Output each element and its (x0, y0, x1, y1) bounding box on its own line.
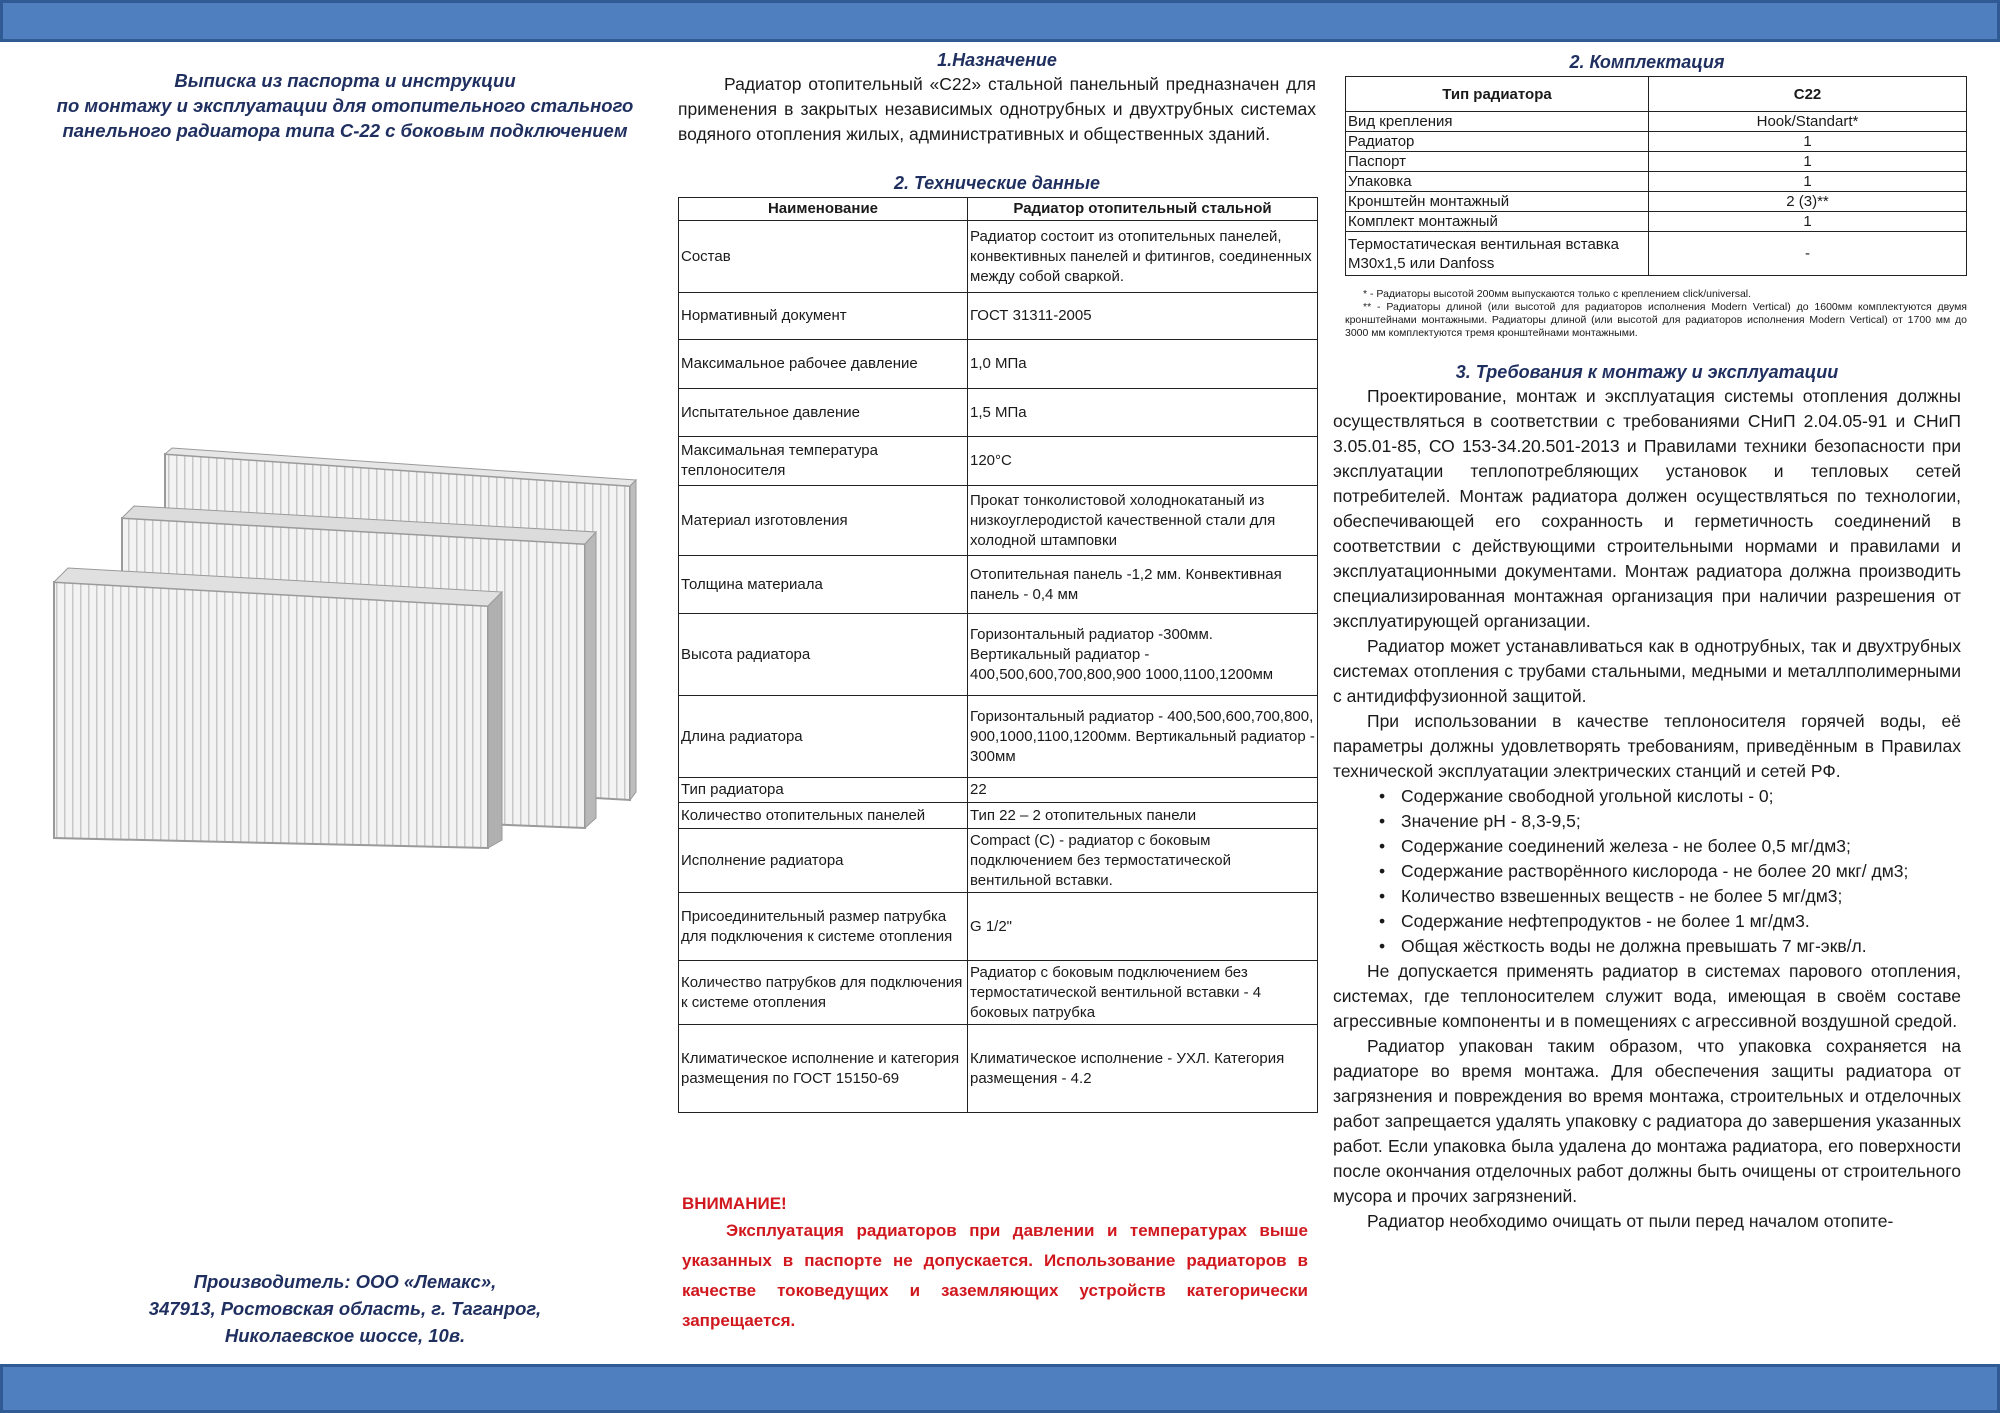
tech-row-name: Длина радиатора (679, 696, 968, 778)
tech-header-value: Радиатор отопительный стальной (968, 198, 1318, 221)
table-row (679, 803, 1318, 829)
warning-text: Эксплуатация радиаторов при давлении и температурах выше указанных в паспорте не допускается. Использование радиаторов в качестве токоведущих и заземляющих устройств категорически запрещается. (682, 1221, 1308, 1330)
table-row (679, 389, 1318, 437)
middle-column (678, 48, 1316, 1113)
table-header-row (679, 198, 1318, 221)
kit-row-name: Термостатическая вентильная вставка M30x1,5 или Danfoss (1346, 232, 1649, 276)
tech-row-value: 22 (968, 778, 1318, 803)
tech-row-value: Горизонтальный радиатор -300мм. Вертикальный радиатор - 400,500,600,700,800,900 1000,1100,1200мм (968, 614, 1318, 696)
list-item: • Содержание соединений железа - не более 0,5 мг/дм3; (1379, 834, 1961, 859)
producer-line: Производитель: ООО «Лемакс», (193, 1271, 497, 1292)
document-title (40, 68, 650, 143)
kit-row-value: 1 (1649, 172, 1967, 192)
table-header-row (1346, 77, 1967, 112)
kit-row-name: Комплект монтажный (1346, 212, 1649, 232)
kit-row-value: 1 (1649, 212, 1967, 232)
tech-title: 2. Технические данные (893, 173, 1101, 193)
list-item: • Содержание свободной угольной кислоты - 0; (1379, 784, 1961, 809)
table-row (679, 437, 1318, 486)
list-item: • Значение pH - 8,3-9,5; (1379, 809, 1961, 834)
table-row (679, 829, 1318, 893)
requirements-paragraph: Радиатор может устанавливаться как в однотрубных, так и двухтрубных системах отопления с трубами стальными, медными и металлполимерными с антидиффузионной защитой. (1333, 636, 1961, 706)
table-row (679, 221, 1318, 293)
table-row (1346, 112, 1967, 132)
tech-row-name: Климатическое исполнение и категория размещения по ГОСТ 15150-69 (679, 1025, 968, 1113)
kit-table (1345, 76, 1967, 276)
table-row (679, 340, 1318, 389)
tech-row-name: Состав (679, 221, 968, 293)
requirements-paragraph: Проектирование, монтаж и эксплуатация системы отопления должны осуществляться в соответствии с требованиями СНиП 2.04.05-91 и СНиП 3.05.01-85, СО 153-34.20.501-2013 и Правилами техники безопасности при эксплуатации теплопотребляющих установок и тепловых сетей потребителей. Монтаж радиатора должен осуществляться по технологии, обеспечивающей его сохранность и герметичность соединений в соответствии с действующими строительными нормами и правилами и эксплуатационными документами. Монтаж радиатора должна производить специализированная монтажная организация при наличии разрешения от эксплуатирующей организации. (1333, 386, 1961, 631)
table-row (679, 614, 1318, 696)
tech-row-value: Compact (C) - радиатор с боковым подключением без термостатической вентильной вставки. (968, 829, 1318, 893)
kit-row-name: Вид крепления (1346, 112, 1649, 132)
table-row (1346, 212, 1967, 232)
requirements-title: 3. Требования к монтажу и эксплуатации (1455, 362, 1839, 382)
tech-row-value: Тип 22 – 2 отопительных панели (968, 803, 1318, 829)
kit-row-value: 1 (1649, 132, 1967, 152)
tech-header-name: Наименование (679, 198, 968, 221)
radiator-product-image (40, 440, 640, 860)
requirements-paragraph: Радиатор упакован таким образом, что упаковка сохраняется на радиаторе во время монтажа. Для обеспечения защиты радиатора от загрязнения и повреждения во время монтажа, строительных и отделочных работ запрещается удалять упаковку с радиатора до завершения указанных работ. Если упаковка была удалена до монтажа радиатора, его поверхности после окончания отделочных работ должны быть очищены от строительного мусора и прочих загрязнений. (1333, 1036, 1961, 1206)
tech-row-name: Количество патрубков для подключения к системе отопления (679, 961, 968, 1025)
table-row (679, 486, 1318, 556)
table-row (679, 696, 1318, 778)
tech-row-name: Материал изготовления (679, 486, 968, 556)
kit-row-value: - (1649, 232, 1967, 276)
list-item: • Содержание нефтепродуктов - не более 1 мг/дм3. (1379, 909, 1961, 934)
tech-table (678, 197, 1318, 1113)
tech-row-name: Исполнение радиатора (679, 829, 968, 893)
kit-note: * - Радиаторы высотой 200мм выпускаются только с креплением click/universal. (1363, 288, 1752, 300)
table-row (679, 556, 1318, 614)
tech-row-name: Нормативный документ (679, 293, 968, 340)
kit-row-value: 1 (1649, 152, 1967, 172)
table-row (1346, 172, 1967, 192)
table-row (1346, 232, 1967, 276)
purpose-title: 1.Назначение (937, 50, 1057, 70)
table-row (679, 893, 1318, 961)
kit-row-name: Паспорт (1346, 152, 1649, 172)
table-row (679, 961, 1318, 1025)
tech-row-name: Количество отопительных панелей (679, 803, 968, 829)
warning-title: ВНИМАНИЕ! (682, 1194, 787, 1213)
warning-block (682, 1192, 1308, 1336)
table-row (1346, 152, 1967, 172)
kit-row-name: Кронштейн монтажный (1346, 192, 1649, 212)
tech-row-value: 120°С (968, 437, 1318, 486)
table-row (679, 1025, 1318, 1113)
kit-row-value: Hook/Standart* (1649, 112, 1967, 132)
water-requirements-list (1333, 784, 1961, 959)
tech-row-name: Максимальная температура теплоносителя (679, 437, 968, 486)
kit-title: 2. Комплектация (1569, 52, 1725, 72)
tech-row-value: Горизонтальный радиатор - 400,500,600,700,800, 900,1000,1100,1200мм. Вертикальный радиатор - 300мм (968, 696, 1318, 778)
tech-row-name: Толщина материала (679, 556, 968, 614)
producer-line: 347913, Ростовская область, г. Таганрог, (148, 1298, 542, 1319)
requirements-paragraph: Радиатор необходимо очищать от пыли перед началом отопите- (1367, 1211, 1894, 1231)
tech-row-name: Высота радиатора (679, 614, 968, 696)
tech-row-value: Радиатор состоит из отопительных панелей, конвективных панелей и фитингов, соединенных между собой сваркой. (968, 221, 1318, 293)
kit-notes (1345, 288, 1967, 340)
tech-row-name: Испытательное давление (679, 389, 968, 437)
kit-header-value: С22 (1649, 77, 1967, 112)
kit-row-value: 2 (3)** (1649, 192, 1967, 212)
table-row (679, 293, 1318, 340)
kit-row-name: Упаковка (1346, 172, 1649, 192)
right-column (1333, 50, 1967, 1234)
list-item: • Содержание растворённого кислорода - не более 20 мкг/ дм3; (1379, 859, 1961, 884)
kit-note: ** - Радиаторы длиной (или высотой для радиаторов исполнения Modern Vertical) до 1600мм комплектуются двумя кронштейнами монтажными. Радиаторы длиной (или высотой для радиаторов исполнения Modern Vertical) от 1700 мм до 3000 мм комплектуются тремя кронштейнами монтажными. (1345, 301, 1967, 339)
kit-row-name: Радиатор (1346, 132, 1649, 152)
tech-row-value: ГОСТ 31311-2005 (968, 293, 1318, 340)
tech-row-value: 1,0 МПа (968, 340, 1318, 389)
tech-row-name: Максимальное рабочее давление (679, 340, 968, 389)
producer-info (40, 1268, 650, 1349)
table-row (1346, 192, 1967, 212)
tech-row-value: 1,5 МПа (968, 389, 1318, 437)
title-line: Выписка из паспорта и инструкции (174, 70, 516, 91)
tech-row-value: Климатическое исполнение - УХЛ. Категория размещения - 4.2 (968, 1025, 1318, 1113)
bottom-banner (0, 1364, 2000, 1413)
requirements-paragraph: При использовании в качестве теплоносителя горячей воды, её параметры должны удовлетворять требованиям, приведённым в Правилах технической эксплуатации электрических станций и сетей РФ. (1333, 711, 1961, 781)
requirements-body (1333, 384, 1961, 1234)
requirements-paragraph: Не допускается применять радиатор в системах парового отопления, системах, где теплоносителем служит вода, имеющая в своём составе агрессивные компоненты и в помещениях с агрессивной воздушной средой. (1333, 961, 1961, 1031)
list-item: • Количество взвешенных веществ - не более 5 мг/дм3; (1379, 884, 1961, 909)
producer-line: Николаевское шоссе, 10в. (224, 1325, 466, 1346)
kit-header-name: Тип радиатора (1346, 77, 1649, 112)
table-row (679, 778, 1318, 803)
tech-row-value: Прокат тонколистовой холоднокатаный из низкоуглеродистой качественной стали для холодной штамповки (968, 486, 1318, 556)
list-item: • Общая жёсткость воды не должна превышать 7 мг-экв/л. (1379, 934, 1961, 959)
radiator-front (54, 568, 502, 848)
tech-row-value: G 1/2" (968, 893, 1318, 961)
top-banner (0, 0, 2000, 42)
tech-row-value: Отопительная панель -1,2 мм. Конвективная панель - 0,4 мм (968, 556, 1318, 614)
purpose-text: Радиатор отопительный «С22» стальной панельный предназначен для применения в закрытых независимых однотрубных и двухтрубных системах водяного отопления жилых, административных и общественных зданий. (678, 74, 1316, 144)
tech-row-name: Присоединительный размер патрубка для подключения к системе отопления (679, 893, 968, 961)
title-line: по монтажу и эксплуатации для отопительного стального (56, 95, 634, 116)
table-row (1346, 132, 1967, 152)
title-line: панельного радиатора типа С-22 с боковым подключением (62, 120, 628, 141)
tech-row-value: Радиатор с боковым подключением без термостатической вентильной вставки - 4 боковых патрубка (968, 961, 1318, 1025)
tech-row-name: Тип радиатора (679, 778, 968, 803)
